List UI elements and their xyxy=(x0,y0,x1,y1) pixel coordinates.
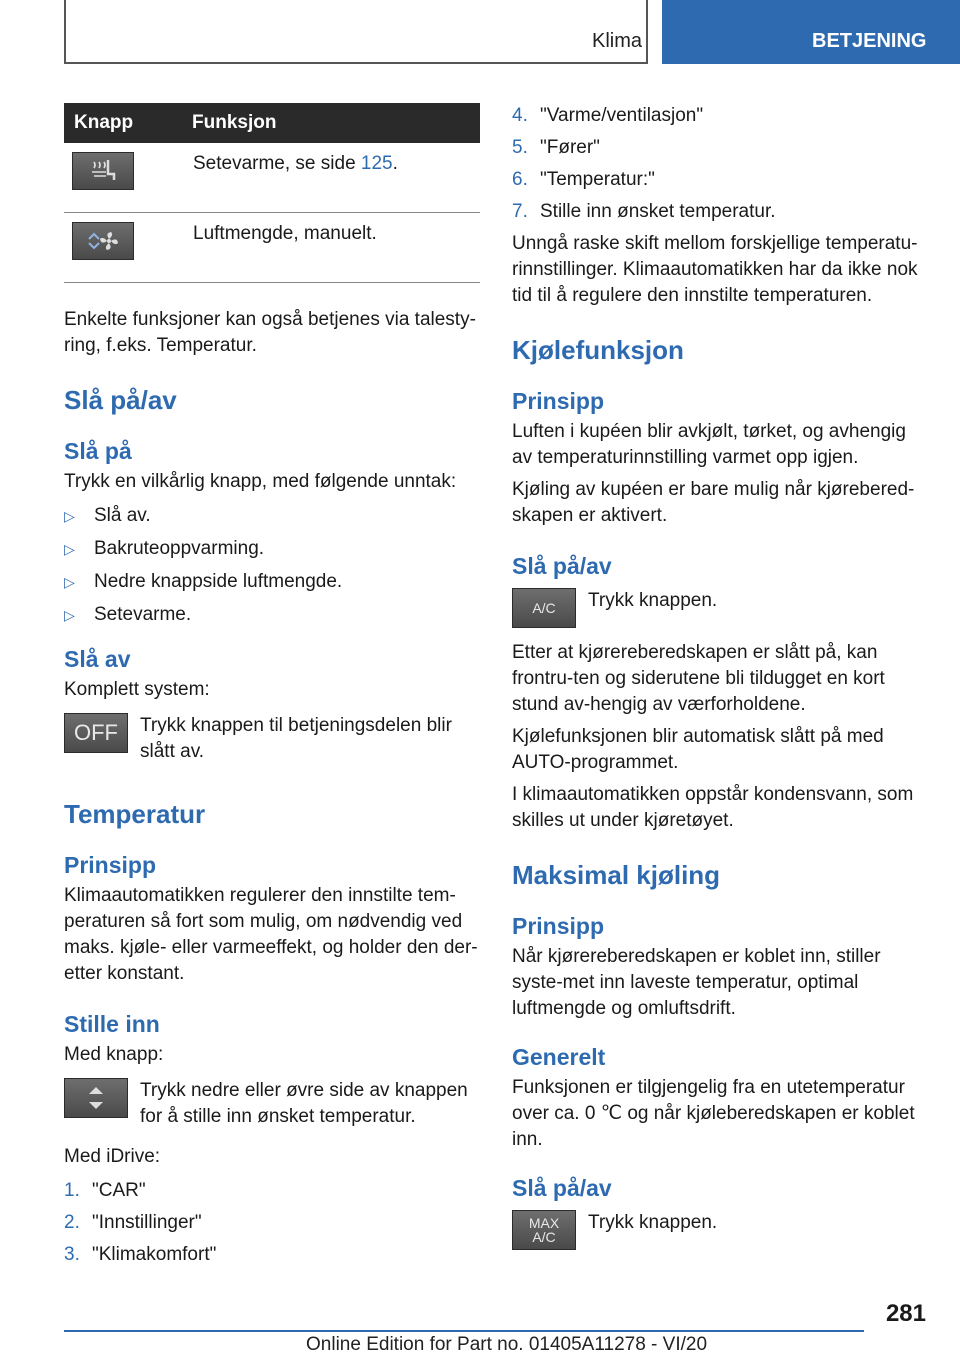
table-row xyxy=(64,213,480,283)
list-item: ▷ Bakruteoppvarming. xyxy=(64,536,480,562)
row-text: Luftmengde, manuelt. xyxy=(192,213,480,283)
max-ac-instruction: Trykk knappen. xyxy=(588,1212,718,1233)
ac-button-icon: A/C xyxy=(512,588,576,628)
list-item: ▷ Slå av. xyxy=(64,503,480,529)
cooling-p2: Kjølefunksjonen blir automatisk slått på med AUTO-programmet. xyxy=(512,726,884,773)
heading-on-off: Slå på/av xyxy=(512,553,612,579)
button-function-table xyxy=(64,103,480,283)
general-text: Funksjonen er tilgjengelig fra en utetemperatur over ca. 0 ℃ og når kjøleberedskapen er koblet inn. xyxy=(512,1077,915,1150)
list-item: 3. "Klimakomfort" xyxy=(64,1244,217,1265)
list-item: 1. "CAR" xyxy=(64,1180,146,1201)
list-item: ▷ Setevarme. xyxy=(64,602,480,628)
list-item: 6. "Temperatur:" xyxy=(512,169,655,190)
list-item: 2. "Innstillinger" xyxy=(64,1212,202,1233)
header-section-title: Klima xyxy=(591,30,642,52)
air-volume-icon xyxy=(72,222,134,260)
with-idrive-text: Med iDrive: xyxy=(64,1146,161,1167)
exceptions-list xyxy=(64,503,480,628)
heading-general: Generelt xyxy=(512,1044,606,1070)
idrive-steps-list-cont xyxy=(512,103,928,225)
cooling-p3: I klimaautomatikken oppstår kondensvann, som skilles ut under kjøretøyet. xyxy=(512,784,914,831)
off-text: Komplett system: xyxy=(64,679,210,700)
left-column xyxy=(64,103,480,1274)
footer-edition: Online Edition for Part no. 01405A11278 - VI/20 xyxy=(306,1334,708,1355)
heading-principle: Prinsipp xyxy=(512,913,605,939)
triangle-bullet-icon: ▷ xyxy=(64,508,75,524)
heading-set: Stille inn xyxy=(64,1011,160,1037)
off-instruction: Trykk knappen til betjeningsdelen blir slått av. xyxy=(140,715,452,762)
list-item: 5. "Fører" xyxy=(512,137,600,158)
footer-rule xyxy=(64,1330,864,1332)
on-text: Trykk en vilkårlig knapp, med følgende unntak: xyxy=(64,471,457,492)
list-item: 7. Stille inn ønsket temperatur. xyxy=(512,201,776,222)
triangle-bullet-icon: ▷ xyxy=(64,574,75,590)
heading-on-off: Slå på/av xyxy=(64,385,177,415)
header-frame xyxy=(64,0,648,64)
page-number: 281 xyxy=(885,1300,926,1327)
list-item: ▷ Nedre knappside luftmengde. xyxy=(64,569,480,595)
cooling-principle-p1: Luften i kupéen blir avkjølt, tørket, og avhengig av temperaturinnstilling varmet opp igjen. xyxy=(512,421,906,468)
heading-on: Slå på xyxy=(64,438,132,464)
intro-text: Enkelte funksjoner kan også betjenes via talesty‐ring, f.eks. Temperatur. xyxy=(64,309,476,356)
cooling-principle-p2: Kjøling av kupéen er bare mulig når kjørebered‐skapen er aktivert. xyxy=(512,479,915,526)
with-button-text: Med knapp: xyxy=(64,1044,164,1065)
temperature-note: Unngå raske skift mellom forskjellige temperatu‐rinnstillinger. Klimaautomatikken har da ikke nok tid til å regulere den innstilte temperaturen. xyxy=(512,233,918,306)
temperature-rocker-icon xyxy=(64,1078,128,1118)
heading-principle: Prinsipp xyxy=(512,388,605,414)
heading-off: Slå av xyxy=(64,646,131,672)
seat-heating-icon xyxy=(72,152,134,190)
table-header-function: Funksjon xyxy=(192,103,480,143)
button-instruction: Trykk nedre eller øvre side av knappen for å stille inn ønsket temperatur. xyxy=(140,1080,468,1127)
max-cooling-principle-text: Når kjørereberedskapen er koblet inn, stiller syste‐met inn laveste temperatur, optimal luftmengde og omluftsdrift. xyxy=(512,946,881,1019)
temperature-principle-text: Klimaautomatikken regulerer den innstilte tem‐peraturen så fort som mulig, om nødvendig ved maks. kjøle- eller varmeeffekt, og holder den der‐etter konstant. xyxy=(64,885,478,984)
ac-instruction: Trykk knappen. xyxy=(588,590,718,611)
header-chapter-tab[interactable]: BETJENING xyxy=(662,0,960,64)
heading-max-cooling: Maksimal kjøling xyxy=(512,860,721,890)
heading-temperature: Temperatur xyxy=(64,799,206,829)
row-text: Setevarme, se side xyxy=(193,153,361,174)
list-item: 4. "Varme/ventilasjon" xyxy=(512,105,704,126)
triangle-bullet-icon: ▷ xyxy=(64,541,75,557)
heading-principle: Prinsipp xyxy=(64,852,157,878)
right-column xyxy=(512,103,928,1250)
triangle-bullet-icon: ▷ xyxy=(64,607,75,623)
heading-cooling: Kjølefunksjon xyxy=(512,335,684,365)
table-header-button: Knapp xyxy=(64,103,192,143)
table-row: Setevarme, se side 125. xyxy=(64,143,480,213)
off-button-icon: OFF xyxy=(64,713,128,753)
max-ac-button-icon: MAX A/C xyxy=(512,1210,576,1250)
heading-on-off: Slå på/av xyxy=(512,1175,612,1201)
page-link[interactable]: 125 xyxy=(360,153,393,174)
idrive-steps-list xyxy=(64,1178,480,1268)
cooling-p1: Etter at kjørereberedskapen er slått på, kan frontru‐ten og siderutene bli tildugget en kort stund av‐hengig av værforholdene. xyxy=(512,642,885,715)
